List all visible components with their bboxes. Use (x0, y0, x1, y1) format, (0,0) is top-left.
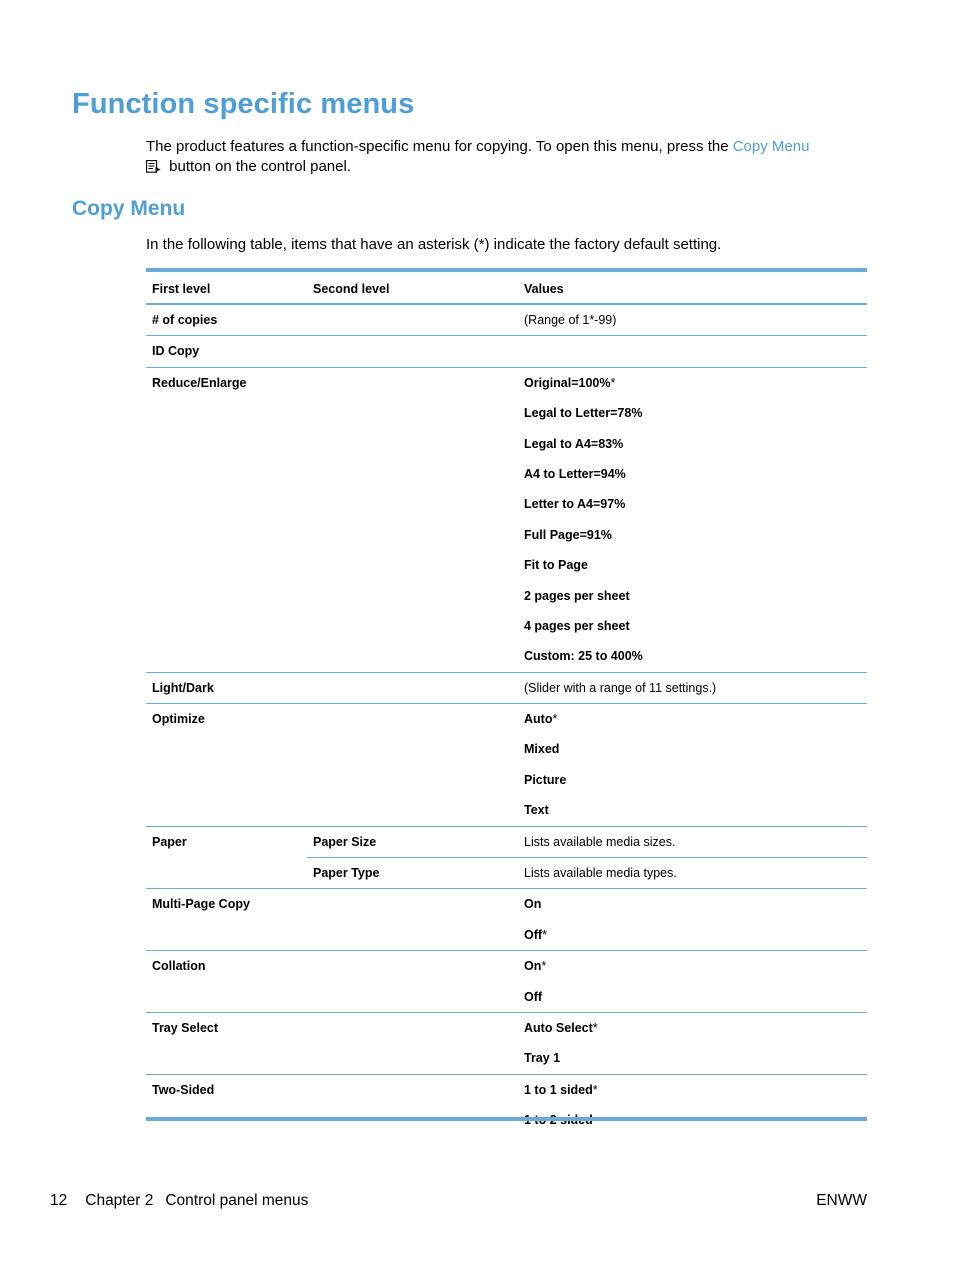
first-level-label: # of copies (152, 313, 218, 327)
value-text: 4 pages per sheet (524, 618, 630, 633)
first-level-label: Light/Dark (152, 680, 214, 695)
first-level-label: Paper (152, 834, 187, 849)
default-marker: * (610, 375, 616, 390)
table-row (146, 367, 867, 672)
first-level-label: Reduce/Enlarge (152, 375, 247, 390)
intro-text-after: button on the control panel. (165, 157, 351, 175)
table-row (146, 336, 867, 367)
value-text: Picture (524, 772, 567, 787)
second-level-label (313, 951, 512, 981)
value-text: Auto (524, 712, 553, 727)
first-level-cell (146, 304, 307, 336)
default-marker: * (541, 959, 547, 974)
value-item (524, 550, 861, 580)
value-text: A4 to Letter=94% (524, 466, 626, 481)
first-level-cell (146, 826, 307, 889)
value-item (524, 305, 861, 335)
second-level-cell (307, 336, 518, 367)
value-text: Off (524, 989, 543, 1004)
default-marker: * (552, 712, 558, 727)
second-level-cell (307, 858, 518, 889)
value-text: Off (524, 927, 543, 942)
second-level-cell (307, 367, 518, 672)
table-row (146, 304, 867, 336)
first-level-cell (146, 1074, 307, 1135)
default-note: In the following table, items that have an asterisk (*) indicate the factory default setting. (146, 236, 722, 253)
intro-text: The product features a function-specific menu for copying. To open this menu, press the (146, 138, 733, 155)
page-title: Function specific menus (72, 88, 415, 120)
value-item (524, 795, 861, 825)
value-item (524, 1075, 861, 1105)
second-level-cell (307, 1012, 518, 1074)
first-level-cell (146, 367, 307, 672)
default-marker: * (592, 1020, 598, 1035)
value-item (524, 765, 861, 795)
value-text: On (524, 897, 542, 912)
value-text: Full Page=91% (524, 527, 612, 542)
value-item (524, 704, 861, 734)
value-text: Lists available media sizes. (524, 834, 676, 849)
value-text: Legal to Letter=78% (524, 406, 643, 421)
value-item (524, 429, 861, 459)
second-level-label (313, 704, 512, 734)
values-cell (518, 858, 867, 889)
second-level-cell (307, 704, 518, 827)
value-text: Letter to A4=97% (524, 497, 626, 512)
values-cell (518, 889, 867, 951)
value-item (524, 1013, 861, 1043)
value-item (524, 520, 861, 550)
first-level-label: ID Copy (152, 344, 200, 359)
value-text: Custom: 25 to 400% (524, 649, 643, 664)
value-item (524, 459, 861, 489)
copy-menu-table (146, 268, 867, 1136)
second-level-label (313, 673, 512, 703)
first-level-cell (146, 672, 307, 703)
value-text: Fit to Page (524, 558, 588, 573)
value-item (524, 673, 861, 703)
second-level-cell (307, 826, 518, 857)
value-item (524, 951, 861, 981)
header-second-level: Second level (313, 281, 390, 296)
value-item (524, 858, 861, 888)
table-header-row (146, 270, 867, 304)
second-level-label (313, 889, 512, 919)
second-level-cell (307, 889, 518, 951)
value-text: On (524, 959, 542, 974)
first-level-label: Tray Select (152, 1020, 219, 1035)
section-heading: Copy Menu (72, 197, 186, 220)
table-row (146, 704, 867, 827)
chapter-label: Chapter 2 (85, 1192, 154, 1209)
values-cell (518, 672, 867, 703)
value-item (524, 611, 861, 641)
value-text: Legal to A4=83% (524, 436, 624, 451)
value-text: Mixed (524, 742, 560, 757)
values-cell (518, 704, 867, 827)
first-level-label: Multi-Page Copy (152, 897, 250, 912)
value-text: Original=100% (524, 375, 611, 390)
second-level-cell (307, 672, 518, 703)
value-text: (Slider with a range of 11 settings.) (524, 680, 717, 695)
table-row (146, 826, 867, 857)
value-item (524, 581, 861, 611)
first-level-cell (146, 704, 307, 827)
values-cell (518, 304, 867, 336)
value-item (524, 1043, 861, 1073)
table-row (146, 672, 867, 703)
footer-right: ENWW (816, 1192, 867, 1209)
value-item (524, 489, 861, 519)
value-item (524, 734, 861, 764)
value-text: 2 pages per sheet (524, 588, 630, 603)
table-bottom-rule (146, 1117, 867, 1121)
values-cell (518, 826, 867, 857)
value-item (524, 641, 861, 671)
value-text: Tray 1 (524, 1051, 561, 1066)
value-item (524, 889, 861, 919)
copy-menu-link[interactable]: Copy Menu (732, 138, 810, 155)
table-row (146, 1012, 867, 1074)
first-level-cell (146, 889, 307, 951)
intro-paragraph (146, 137, 876, 176)
second-level-label (313, 1075, 512, 1105)
first-level-label: Two-Sided (152, 1082, 215, 1097)
second-level-label: Paper Type (313, 866, 380, 881)
header-first-level: First level (152, 281, 211, 296)
first-level-cell (146, 951, 307, 1013)
value-item (524, 398, 861, 428)
second-level-label (313, 305, 512, 335)
values-cell (518, 336, 867, 367)
second-level-cell (307, 951, 518, 1013)
first-level-cell (146, 336, 307, 367)
value-item (524, 368, 861, 398)
table-row (146, 1074, 867, 1135)
second-level-cell (307, 1074, 518, 1135)
second-level-label (313, 336, 512, 366)
copy-menu-icon (146, 160, 161, 173)
default-marker: * (542, 927, 547, 942)
value-item (524, 982, 861, 1012)
value-text: (Range of 1*-99) (524, 313, 617, 327)
value-text: 1 to 1 sided (524, 1082, 593, 1097)
header-values: Values (524, 281, 564, 296)
value-text: Lists available media types. (524, 866, 677, 881)
page-number: 12 (50, 1192, 68, 1209)
second-level-label (313, 1013, 512, 1043)
value-item (524, 920, 861, 950)
first-level-cell (146, 1012, 307, 1074)
chapter-title: Control panel menus (165, 1192, 309, 1209)
values-cell (518, 1012, 867, 1074)
footer-left (50, 1192, 308, 1210)
values-cell (518, 1074, 867, 1135)
value-item (524, 827, 861, 857)
second-level-label: Paper Size (313, 834, 377, 849)
first-level-label: Collation (152, 959, 206, 974)
value-text: Text (524, 803, 549, 818)
value-text: Auto Select (524, 1020, 593, 1035)
table-row (146, 951, 867, 1013)
values-cell (518, 951, 867, 1013)
default-marker: * (592, 1082, 598, 1097)
second-level-cell (307, 304, 518, 336)
table-row (146, 889, 867, 951)
first-level-label: Optimize (152, 712, 205, 727)
values-cell (518, 367, 867, 672)
second-level-label (313, 368, 512, 398)
